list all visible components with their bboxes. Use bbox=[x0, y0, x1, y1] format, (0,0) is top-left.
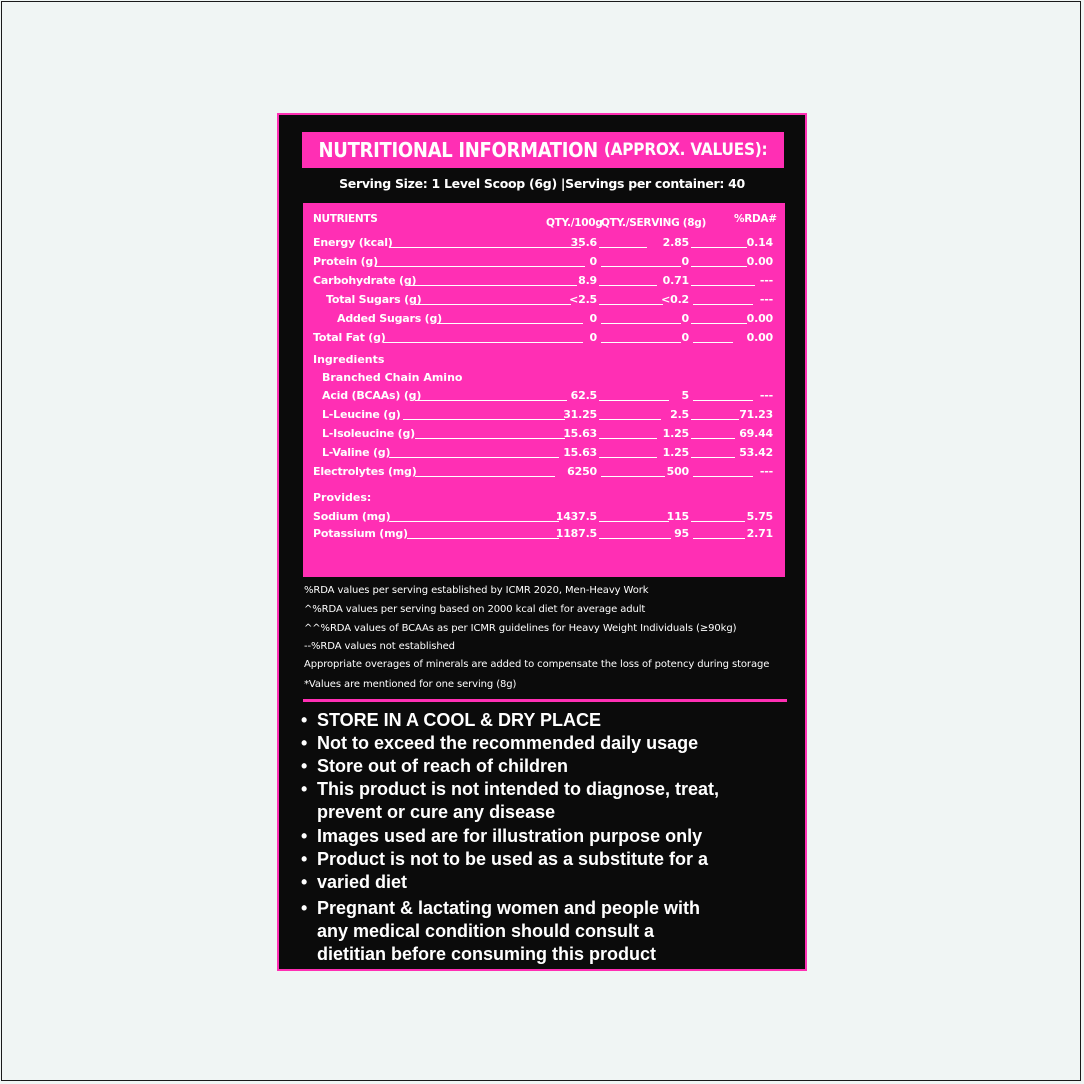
cell-rda: 0.00 bbox=[746, 331, 773, 344]
cell-qty100: 0 bbox=[589, 312, 597, 325]
cell-rda: --- bbox=[759, 465, 773, 478]
row-label: Acid (BCAAs) (g) bbox=[322, 389, 422, 402]
footnote: ^%RDA values per serving based on 2000 kcal diet for average adult bbox=[304, 604, 646, 615]
row-label: L-Leucine (g) bbox=[322, 408, 401, 421]
footnote: *Values are mentioned for one serving (8g) bbox=[304, 679, 517, 690]
cell-qty100: 31.25 bbox=[563, 408, 597, 421]
warning-text: Images used are for illustration purpose only bbox=[317, 826, 703, 846]
row-label: Carbohydrate (g) bbox=[313, 274, 417, 287]
column-header-nutrients: NUTRIENTS bbox=[313, 213, 378, 225]
cell-qty100: 62.5 bbox=[570, 389, 597, 402]
cell-qtyserving: 95 bbox=[674, 527, 689, 540]
cell-rda: 0.14 bbox=[746, 236, 773, 249]
title-sub: (APPROX. VALUES): bbox=[603, 140, 768, 160]
cell-rda: --- bbox=[759, 274, 773, 287]
footnote: %RDA values per serving established by ICMR 2020, Men-Heavy Work bbox=[304, 585, 649, 596]
footnote: Appropriate overages of minerals are added to compensate the loss of potency during storage bbox=[304, 659, 770, 670]
table-row bbox=[303, 427, 785, 443]
table-row bbox=[303, 510, 785, 526]
cell-qtyserving: 2.85 bbox=[662, 236, 689, 249]
table-row bbox=[303, 255, 785, 271]
ingredients-heading: Ingredients bbox=[313, 353, 385, 366]
row-label: Energy (kcal) bbox=[313, 236, 393, 249]
table-row bbox=[303, 312, 785, 328]
row-label: Protein (g) bbox=[313, 255, 378, 268]
row-label: Total Sugars (g) bbox=[326, 293, 422, 306]
table-row bbox=[303, 527, 785, 543]
title-main: NUTRITIONAL INFORMATION bbox=[318, 138, 598, 162]
provides-heading: Provides: bbox=[313, 491, 372, 504]
cell-qtyserving: 2.5 bbox=[670, 408, 689, 421]
table-row bbox=[303, 236, 785, 252]
column-header-rda: %RDA# bbox=[734, 213, 777, 225]
warning-text: Store out of reach of children bbox=[317, 756, 569, 776]
serving-info: Serving Size: 1 Level Scoop (6g) |Servings per container: 40 bbox=[339, 176, 745, 191]
nutrient-table bbox=[303, 203, 785, 577]
cell-qty100: 1187.5 bbox=[555, 527, 597, 540]
table-row bbox=[303, 465, 785, 481]
footnote: ^^%RDA values of BCAAs as per ICMR guidelines for Heavy Weight Individuals (≥90kg) bbox=[304, 623, 737, 634]
warning-text: This product is not intended to diagnose, treat, bbox=[317, 779, 720, 799]
warning-text: prevent or cure any disease bbox=[317, 802, 556, 822]
cell-rda: 0.00 bbox=[746, 312, 773, 325]
cell-qtyserving: 1.25 bbox=[662, 446, 689, 459]
bullet-icon: • bbox=[301, 710, 308, 730]
bullet-icon: • bbox=[301, 849, 308, 869]
warning-text: STORE IN A COOL & DRY PLACE bbox=[317, 710, 602, 730]
row-label: Potassium (mg) bbox=[313, 527, 408, 540]
cell-qtyserving: 0 bbox=[681, 331, 689, 344]
cell-qtyserving: 115 bbox=[666, 510, 689, 523]
cell-qty100: 15.63 bbox=[563, 446, 597, 459]
cell-rda: 0.00 bbox=[746, 255, 773, 268]
table-row bbox=[303, 389, 785, 405]
cell-qty100: 1437.5 bbox=[555, 510, 597, 523]
warning-text: Not to exceed the recommended daily usage bbox=[317, 733, 699, 753]
warning-text: any medical condition should consult a bbox=[317, 921, 655, 941]
cell-qty100: 35.6 bbox=[570, 236, 597, 249]
warning-text: Product is not to be used as a substitute for a bbox=[317, 849, 709, 869]
cell-qtyserving: 0 bbox=[681, 255, 689, 268]
bullet-icon: • bbox=[301, 826, 308, 846]
cell-qty100: 6250 bbox=[567, 465, 597, 478]
footnote: --%RDA values not established bbox=[304, 641, 455, 652]
cell-qty100: 8.9 bbox=[578, 274, 597, 287]
cell-qtyserving: 5 bbox=[681, 389, 689, 402]
warning-text: dietitian before consuming this product bbox=[317, 944, 657, 964]
cell-qtyserving: 0.71 bbox=[662, 274, 689, 287]
cell-rda: --- bbox=[759, 389, 773, 402]
cell-rda: 5.75 bbox=[746, 510, 773, 523]
column-header-qtyserving: QTY./SERVING (8g) bbox=[601, 217, 707, 229]
row-label: Total Fat (g) bbox=[313, 331, 386, 344]
table-row bbox=[303, 293, 785, 309]
table-row bbox=[303, 446, 785, 462]
bullet-icon: • bbox=[301, 756, 308, 776]
bullet-icon: • bbox=[301, 872, 308, 892]
warning-text: Pregnant & lactating women and people with bbox=[317, 898, 701, 918]
cell-rda: 2.71 bbox=[746, 527, 773, 540]
cell-qtyserving: 0 bbox=[681, 312, 689, 325]
table-row bbox=[303, 408, 785, 424]
row-label: L-Isoleucine (g) bbox=[322, 427, 415, 440]
table-row bbox=[303, 331, 785, 347]
row-label: Sodium (mg) bbox=[313, 510, 391, 523]
row-label: L-Valine (g) bbox=[322, 446, 391, 459]
warning-text: varied diet bbox=[317, 872, 408, 892]
nutrition-label bbox=[277, 113, 807, 971]
bcaa-heading: Branched Chain Amino bbox=[322, 371, 463, 384]
cell-qtyserving: 1.25 bbox=[662, 427, 689, 440]
bullet-icon: • bbox=[301, 898, 308, 918]
cell-rda: 71.23 bbox=[739, 408, 773, 421]
cell-qty100: 0 bbox=[589, 255, 597, 268]
row-label: Added Sugars (g) bbox=[337, 312, 443, 325]
bullet-icon: • bbox=[301, 733, 308, 753]
row-label: Electrolytes (mg) bbox=[313, 465, 417, 478]
divider bbox=[303, 699, 787, 702]
bullet-icon: • bbox=[301, 779, 308, 799]
cell-rda: 53.42 bbox=[739, 446, 773, 459]
title-banner bbox=[302, 132, 784, 168]
cell-qtyserving: 500 bbox=[666, 465, 689, 478]
cell-qty100: 0 bbox=[589, 331, 597, 344]
cell-qty100: <2.5 bbox=[569, 293, 597, 306]
column-header-qty100: QTY./100g bbox=[546, 217, 603, 229]
cell-qty100: 15.63 bbox=[563, 427, 597, 440]
cell-qtyserving: <0.2 bbox=[661, 293, 689, 306]
cell-rda: 69.44 bbox=[739, 427, 773, 440]
table-row bbox=[303, 274, 785, 290]
cell-rda: --- bbox=[759, 293, 773, 306]
